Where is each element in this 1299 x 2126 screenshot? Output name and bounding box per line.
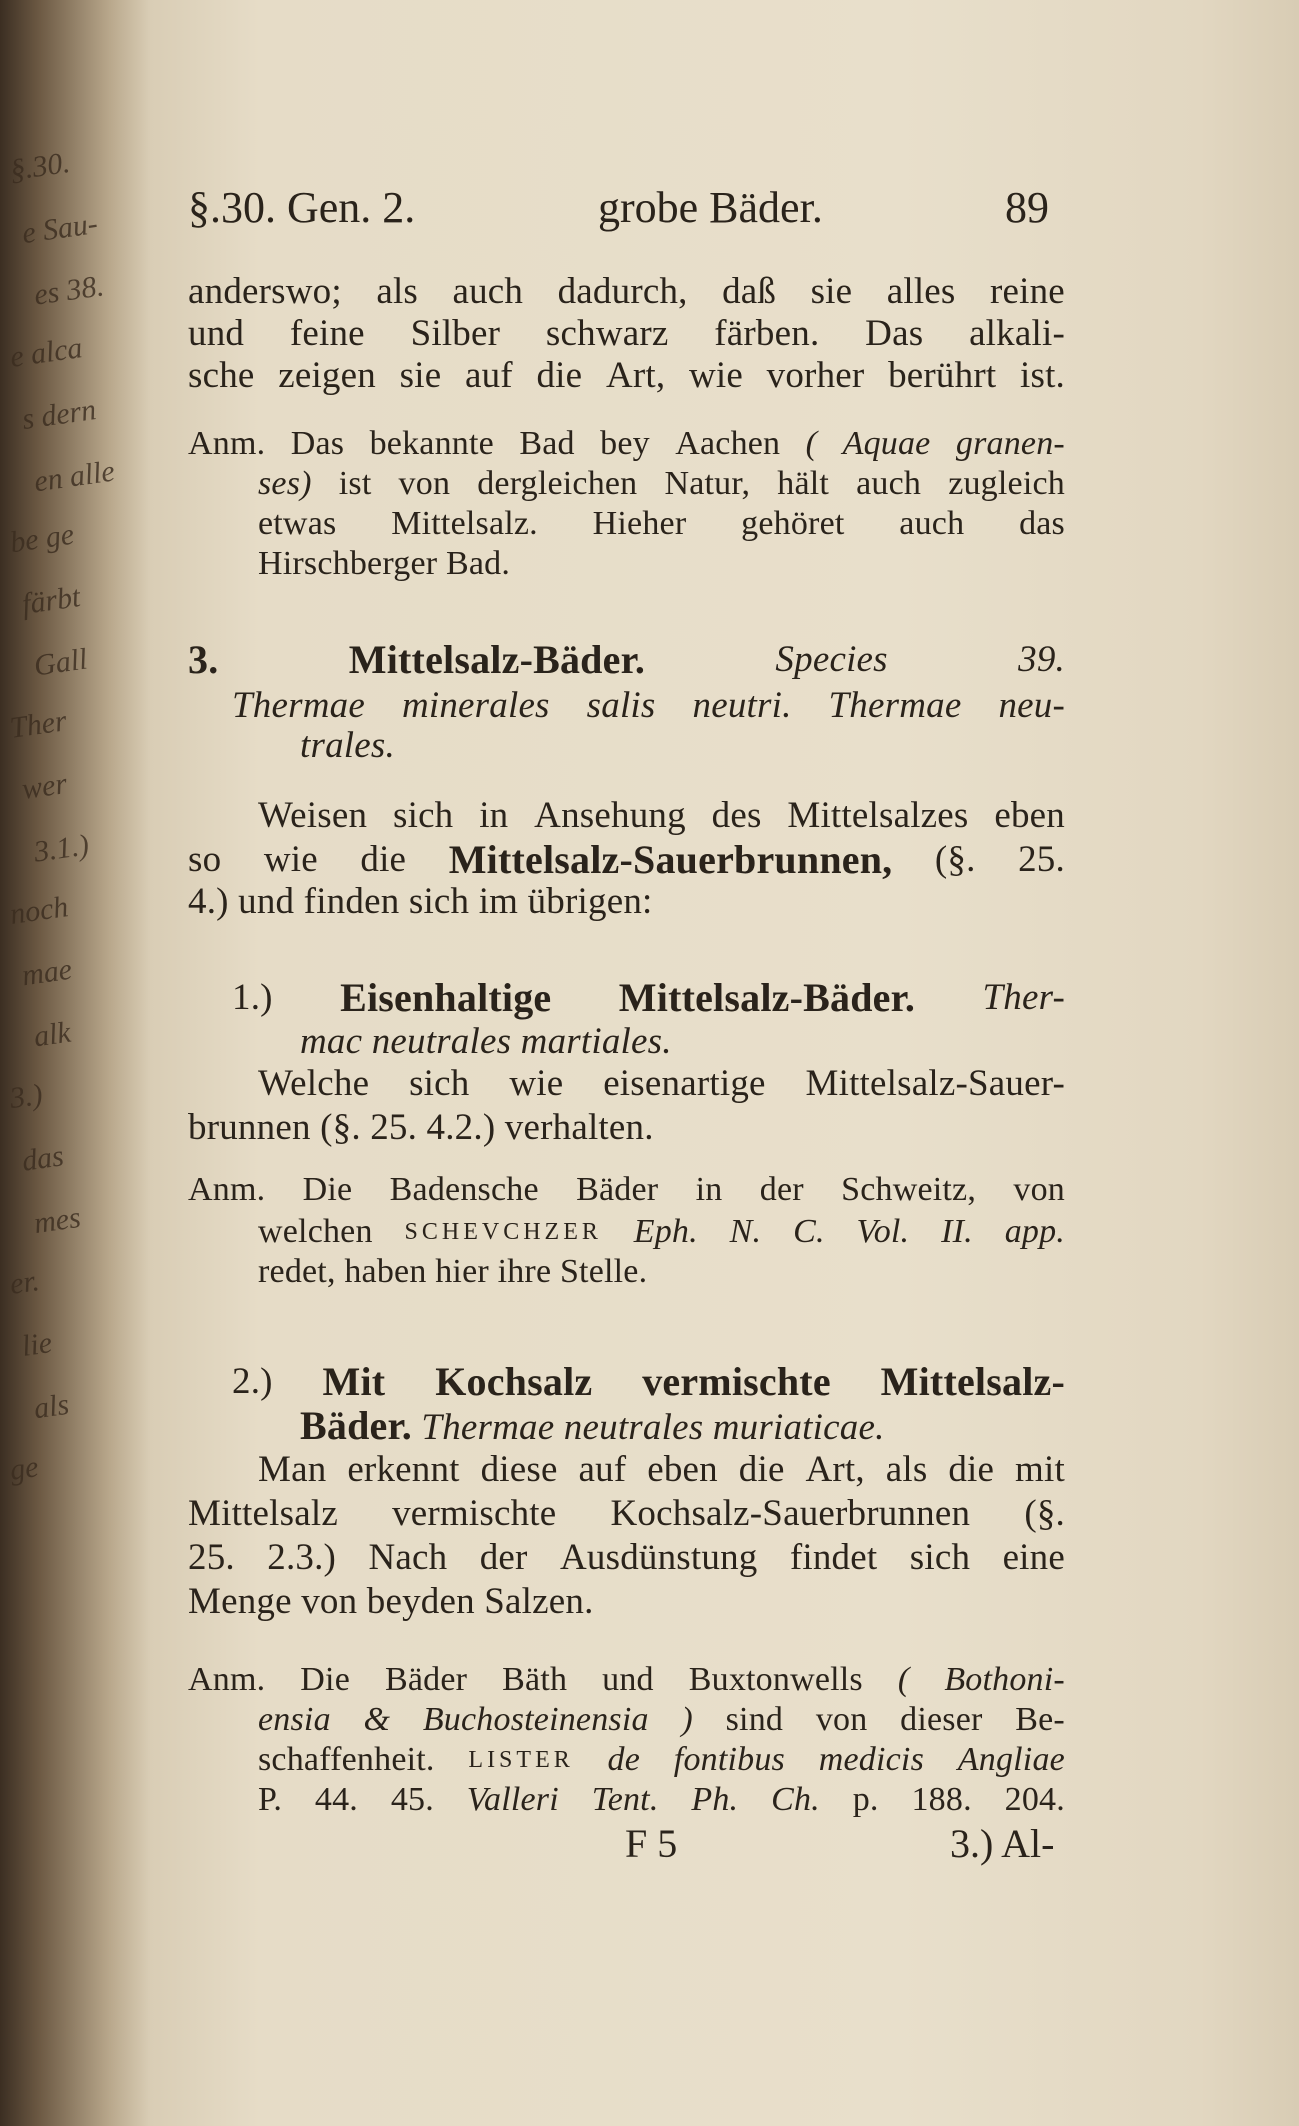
text: ist — [338, 465, 372, 502]
margin-fragment: Gall — [31, 642, 90, 683]
text: die — [360, 839, 407, 880]
text: das — [1019, 505, 1065, 542]
margin-fragment: als — [31, 1387, 72, 1426]
margin-fragment: noch — [7, 890, 71, 931]
text: Anm. — [188, 1171, 266, 1208]
catchword: 3.) Al- — [950, 1821, 1055, 1866]
text: zugleich — [948, 465, 1065, 502]
text: Bäder — [384, 1661, 468, 1698]
text: Man — [258, 1449, 327, 1490]
text: Art, — [605, 355, 666, 396]
text: Anm. — [188, 425, 266, 462]
text: erkennt — [347, 1449, 460, 1490]
text-line — [188, 1104, 1065, 1152]
text-line — [188, 310, 1065, 358]
margin-fragment: mae — [19, 952, 74, 993]
italic-text: Ther- — [982, 977, 1065, 1018]
text: daß — [722, 271, 777, 312]
text: Die — [300, 1661, 350, 1698]
text: die — [738, 1449, 785, 1490]
text: Hieher — [592, 505, 687, 542]
text: alkali- — [969, 313, 1065, 354]
italic-text: Aquae — [842, 425, 931, 462]
italic-text: Tent. — [591, 1781, 659, 1818]
text: schaffenheit. — [258, 1741, 435, 1778]
text-line — [188, 268, 1065, 316]
text: etwas — [258, 505, 337, 542]
text: findet — [789, 1537, 878, 1578]
text: 25. — [188, 1537, 235, 1578]
text: Weisen — [258, 795, 368, 836]
note-line — [258, 540, 1065, 588]
italic-text: Vol. — [856, 1213, 910, 1250]
text: hält — [777, 465, 830, 502]
italic-text: fontibus — [673, 1741, 785, 1778]
text: bey — [600, 425, 650, 462]
margin-fragment: ge — [7, 1450, 41, 1487]
note-line — [258, 1776, 1065, 1824]
margin-fragment: 3.) — [7, 1077, 45, 1116]
text: welchen — [258, 1213, 373, 1250]
text: Hirschberger Bad. — [258, 545, 511, 582]
text: anderswo; — [188, 271, 342, 312]
text: Bad — [519, 425, 575, 462]
text: auf — [578, 1449, 627, 1490]
note-line — [188, 1166, 1065, 1214]
italic-text: neutri. — [692, 685, 792, 726]
italic-text: medicis — [818, 1741, 925, 1778]
text: der — [479, 1537, 528, 1578]
text: Kochsalz-Sauerbrunnen — [610, 1493, 971, 1534]
note-line — [258, 1248, 1065, 1296]
text: Mittelsalzes — [787, 795, 969, 836]
text: ist. — [1019, 355, 1065, 396]
text: die — [536, 355, 583, 396]
text: wie — [688, 355, 743, 396]
italic-text: mac neutrales martiales. — [300, 1021, 672, 1062]
text: Das — [865, 313, 924, 354]
text: des — [711, 795, 762, 836]
text-line — [188, 836, 1065, 884]
italic-text: ( — [897, 1661, 910, 1698]
italic-text: Thermae neutrales muriaticae. — [411, 1407, 885, 1448]
text: zeigen — [278, 355, 376, 396]
running-head-section: §.30. Gen. 2. — [188, 183, 416, 232]
text: eben — [647, 1449, 718, 1490]
small-caps-author: SCHEVCHZER — [404, 1219, 602, 1245]
text: Be- — [1015, 1701, 1065, 1738]
text-line — [188, 1578, 1065, 1626]
text: 2.) — [232, 1361, 273, 1402]
text: p. — [852, 1781, 879, 1818]
subsection-heading — [232, 974, 1065, 1022]
latin-subtitle — [300, 1018, 1065, 1066]
bold-heading-text: Mit — [322, 1359, 386, 1404]
text: dadurch, — [557, 271, 688, 312]
text: Menge von beyden Salzen. — [188, 1581, 594, 1622]
signature-mark: F 5 — [625, 1821, 678, 1866]
text: eisenartige — [603, 1063, 766, 1104]
margin-fragment: das — [19, 1139, 66, 1178]
text: auch — [856, 465, 922, 502]
text: Welche — [258, 1063, 370, 1104]
margin-fragment: färbt — [19, 580, 83, 621]
bold-heading-text: vermischte — [642, 1359, 831, 1404]
text: vorher — [766, 355, 865, 396]
italic-text: de — [607, 1741, 641, 1778]
bold-heading-text: Mittelsalz-Bäder. — [348, 637, 646, 682]
italic-text: Valleri — [466, 1781, 559, 1818]
italic-text: salis — [586, 685, 656, 726]
text: 4.) und finden sich im übrigen: — [188, 881, 653, 922]
bold-heading-text: Eisenhaltige — [340, 975, 552, 1020]
italic-text: neu- — [998, 685, 1065, 726]
italic-text: Thermae — [232, 685, 365, 726]
text: Die — [302, 1171, 353, 1208]
text: auch — [452, 271, 524, 312]
margin-fragment: er. — [7, 1264, 42, 1301]
italic-text: Buchosteinensia — [422, 1701, 649, 1738]
italic-text: Species — [775, 639, 888, 680]
text-line — [188, 878, 1065, 926]
text: Nach — [368, 1537, 448, 1578]
margin-fragment: be ge — [7, 517, 77, 560]
text: in — [479, 795, 509, 836]
margin-fragment: Ther — [7, 704, 69, 745]
text-line — [258, 792, 1065, 840]
text: färben. — [714, 313, 820, 354]
italic-text: II. — [941, 1213, 973, 1250]
margin-fragment: s dern — [19, 393, 99, 437]
text: die — [948, 1449, 995, 1490]
italic-text: Thermae — [828, 685, 962, 726]
text: Ausdünstung — [559, 1537, 758, 1578]
text: 204. — [1004, 1781, 1065, 1818]
text: Aachen — [675, 425, 781, 462]
bold-heading-text: Kochsalz — [435, 1359, 593, 1404]
italic-text: Eph. — [633, 1213, 698, 1250]
latin-subtitle — [300, 722, 1065, 770]
italic-text: Ch. — [771, 1781, 820, 1818]
text: von — [1013, 1171, 1065, 1208]
italic-text: app. — [1004, 1213, 1065, 1250]
small-caps-author: LISTER — [468, 1747, 574, 1773]
italic-text: ses) — [258, 465, 312, 502]
text: Bäder — [576, 1171, 659, 1208]
text: sich — [392, 795, 454, 836]
text: Silber — [410, 313, 501, 354]
italic-text: granen- — [955, 425, 1065, 462]
text: vermischte — [392, 1493, 557, 1534]
text: (§. — [1024, 1493, 1065, 1534]
text: berührt — [888, 355, 997, 396]
margin-fragment: en alle — [32, 454, 117, 499]
text: von — [398, 465, 451, 502]
text: so — [188, 839, 222, 880]
text: (§. — [934, 839, 976, 880]
text: dieser — [900, 1701, 983, 1738]
text: 45. — [390, 1781, 434, 1818]
margin-fragment: 3.1.) — [31, 828, 91, 869]
text: Anm. — [188, 1661, 266, 1698]
text: als — [376, 271, 419, 312]
text: alles — [886, 271, 956, 312]
text: diese — [480, 1449, 558, 1490]
italic-text: Angliae — [957, 1741, 1065, 1778]
text: Mittelsalz — [188, 1493, 338, 1534]
page-number: 89 — [1005, 183, 1049, 232]
bold-heading-text: Mittelsalz-Sauerbrunnen, — [448, 837, 893, 882]
text: als — [885, 1449, 928, 1490]
text-line — [258, 1060, 1065, 1108]
text: in — [695, 1171, 723, 1208]
text-line — [188, 1534, 1065, 1582]
text: brunnen (§. 25. 4.2.) verhalten. — [188, 1107, 654, 1148]
text: wie — [263, 839, 318, 880]
italic-text: Ph. — [691, 1781, 739, 1818]
margin-fragment: lie — [19, 1326, 55, 1363]
italic-text: 39. — [1018, 639, 1065, 680]
italic-text: ( — [805, 425, 818, 462]
text: 188. — [911, 1781, 972, 1818]
margin-fragment: e alca — [7, 331, 85, 374]
text: Natur, — [664, 465, 751, 502]
text-line — [188, 352, 1065, 400]
text: sind — [725, 1701, 784, 1738]
text: Das — [290, 425, 345, 462]
adjacent-page-margin — [0, 0, 150, 2126]
text: und — [602, 1661, 654, 1698]
text: sche — [188, 355, 255, 396]
text: gehöret — [741, 505, 845, 542]
subsection-heading — [232, 1358, 1065, 1406]
text: bekannte — [369, 425, 494, 462]
text: sich — [409, 1063, 470, 1104]
text: feine — [289, 313, 365, 354]
text: schwarz — [545, 313, 669, 354]
text: eben — [994, 795, 1065, 836]
text: wie — [509, 1063, 564, 1104]
text: reine — [989, 271, 1065, 312]
bold-heading-text: Mittelsalz- — [880, 1359, 1065, 1404]
italic-text: N. — [729, 1213, 762, 1250]
text: sie — [399, 355, 442, 396]
text: Badensche — [389, 1171, 539, 1208]
bold-heading-text: Mittelsalz-Bäder. — [618, 975, 916, 1020]
running-head-title: grobe Bäder. — [598, 183, 823, 232]
bold-heading-text: Bäder. — [300, 1403, 412, 1448]
margin-fragment: wer — [19, 767, 70, 806]
margin-fragment: mes — [31, 1200, 83, 1241]
margin-fragment: alk — [31, 1015, 73, 1054]
margin-fragment: e Sau- — [20, 206, 100, 251]
text: sich — [909, 1537, 971, 1578]
text: Bäth — [502, 1661, 568, 1698]
text: redet, haben hier ihre Stelle. — [258, 1253, 648, 1290]
latin-subtitle — [300, 1402, 1065, 1452]
italic-text: ensia — [258, 1701, 331, 1738]
text: P. — [258, 1781, 283, 1818]
text: 1.) — [232, 977, 273, 1018]
text: sie — [810, 271, 853, 312]
text: Art, — [805, 1449, 865, 1490]
text: Buxtonwells — [688, 1661, 863, 1698]
text-line — [188, 1490, 1065, 1538]
text: und — [188, 313, 245, 354]
text: 25. — [1018, 839, 1065, 880]
margin-fragment: es 38. — [31, 269, 106, 312]
text: auf — [464, 355, 513, 396]
italic-text: Bothoni- — [944, 1661, 1065, 1698]
text: eine — [1002, 1537, 1065, 1578]
margin-fragment: §.30. — [7, 145, 72, 188]
text: Schweitz, — [841, 1171, 977, 1208]
italic-text: trales. — [300, 725, 395, 766]
text: 44. — [314, 1781, 358, 1818]
text: von — [815, 1701, 868, 1738]
italic-text: C. — [793, 1213, 825, 1250]
bold-heading-text: 3. — [188, 637, 219, 682]
text: Mittelsalz-Sauer- — [805, 1063, 1065, 1104]
italic-text: ) — [681, 1701, 693, 1738]
italic-text: & — [363, 1701, 391, 1738]
italic-text: minerales — [401, 685, 550, 726]
section-heading — [188, 636, 1065, 684]
text: mit — [1015, 1449, 1065, 1490]
text: auch — [899, 505, 965, 542]
text: der — [759, 1171, 804, 1208]
text: dergleichen — [477, 465, 638, 502]
text-line — [258, 1446, 1065, 1494]
text: Ansehung — [534, 795, 686, 836]
text: Mittelsalz. — [391, 505, 538, 542]
text: 2.3.) — [267, 1537, 337, 1578]
